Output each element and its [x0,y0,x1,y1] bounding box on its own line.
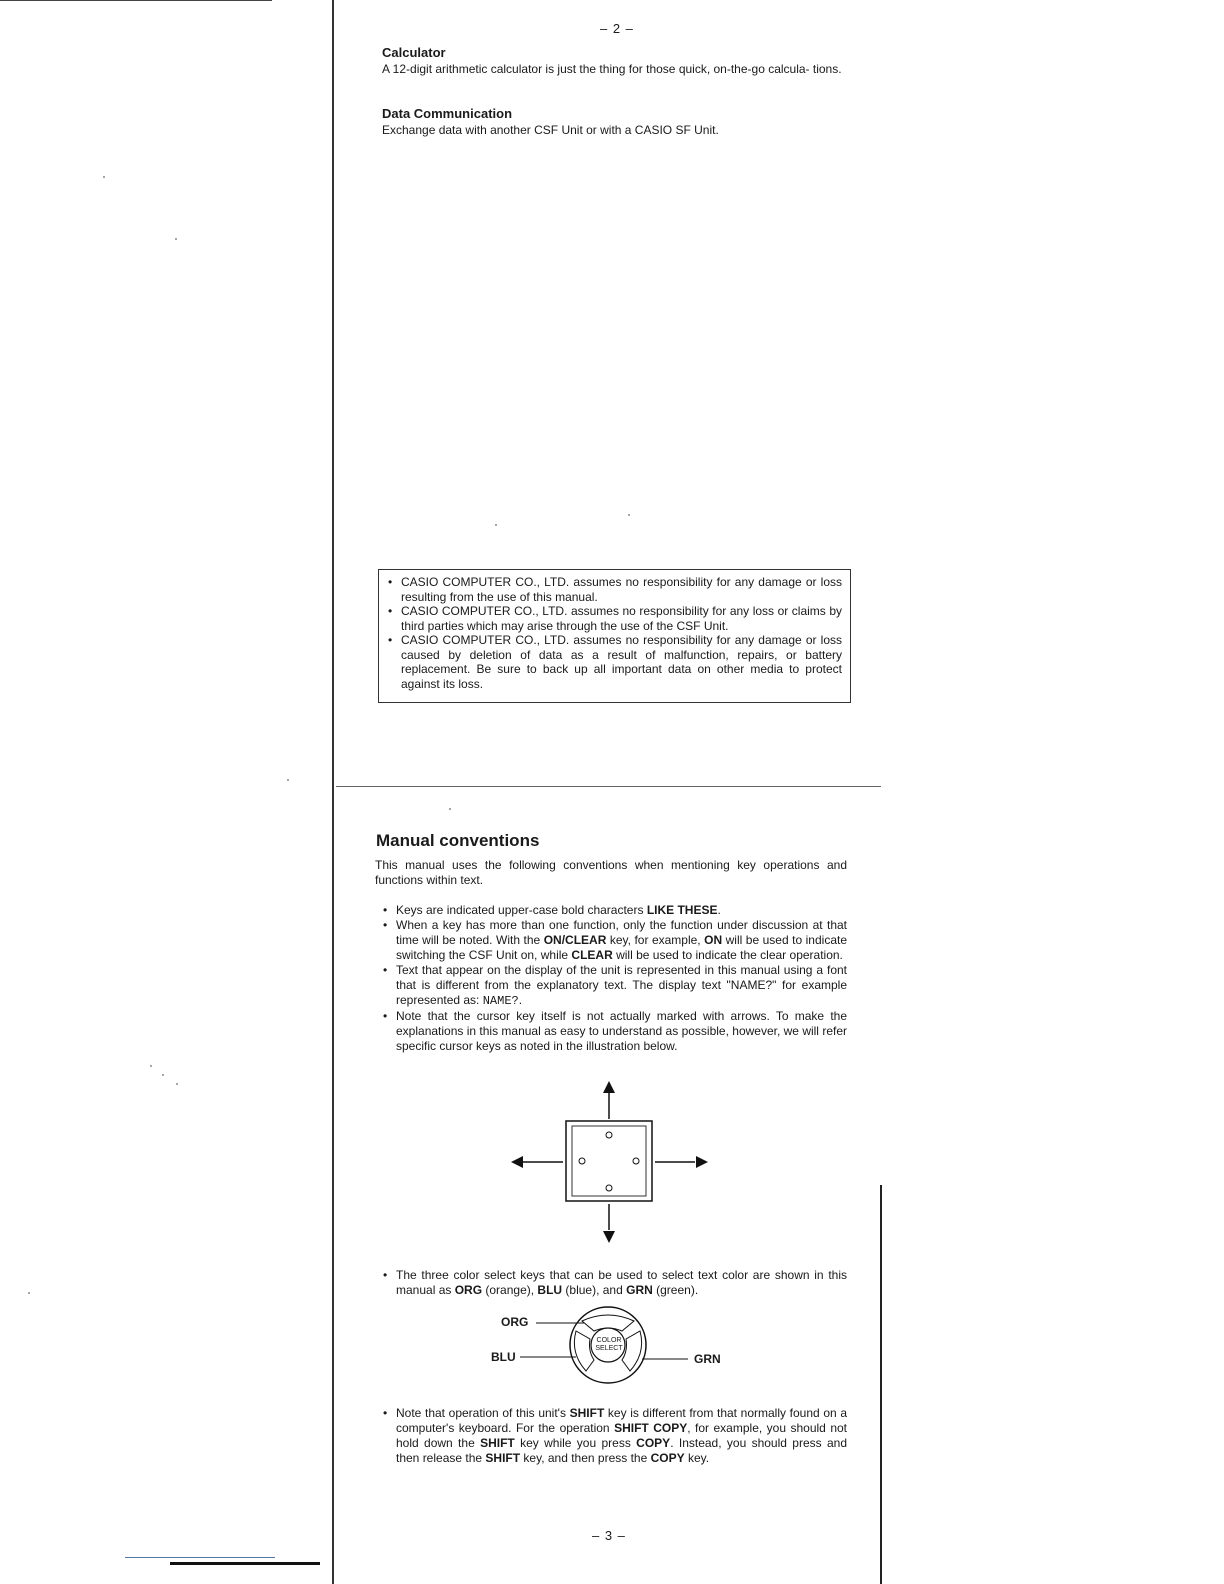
arrow-down-icon [603,1231,615,1243]
key-grn: GRN [626,1283,653,1297]
arrow-up-icon [603,1081,615,1093]
disclaimer-item: • CASIO COMPUTER CO., LTD. assumes no responsibility for any damage or loss caused by deletion of data as a result of malfunction, repairs, or battery replacement. Be sure to back up all important data on other media to protect against its loss. [385,633,842,691]
key-example: LIKE THESE [646,903,718,917]
top-edge-line [0,0,272,1]
display-text-example: NAME? [482,994,519,1008]
bottom-edge-line-dark [170,1562,320,1565]
text: Note that operation of this unit's [396,1406,570,1420]
convention-item-display [380,963,847,1009]
scan-speck [449,808,451,810]
scan-speck [28,1292,30,1294]
blu-label: BLU [491,1350,516,1364]
key-on: ON [704,933,723,947]
convention-item-shift [380,1406,847,1466]
text: When a key has more than one function, only the function under discussion at that time will be noted. With the [396,918,847,947]
text: key is different from that normally found on a computer's keyboard. For the operation [396,1406,847,1435]
org-label: ORG [501,1315,529,1329]
key-blu: BLU [537,1283,563,1297]
convention-item-keys [380,903,847,918]
convention-item-color [380,1268,847,1298]
disclaimer-box [378,569,851,703]
page-number-top: – 2 – [600,21,634,36]
grn-label: GRN [694,1352,721,1366]
cursor-dot-right [633,1158,639,1164]
scan-speck [176,1083,178,1085]
page-fold-line [336,786,881,787]
scan-speck [628,514,630,516]
key-shift: SHIFT [480,1436,515,1450]
convention-item-cursor: • Note that the cursor key itself is not actually marked with arrows. To make the explanations in this manual as easy to understand as possible, however, we will refer specific cursor keys as noted in the illustration below. [380,1009,847,1054]
conventions-list [380,903,847,1054]
scan-speck [103,176,105,178]
key-shift: SHIFT [485,1451,521,1465]
scan-speck [150,1065,152,1067]
cursor-key-diagram [505,1075,715,1250]
intro-text: This manual uses the following conventions when mentioning key operations and functions within text. [375,858,847,887]
text: Keys are indicated upper-case bold characters [396,903,647,917]
center-label-line2: SELECT [595,1345,623,1352]
binding-line-left [332,0,334,1584]
key-copy: COPY [636,1436,671,1450]
text: key, for example, [606,933,705,947]
text: Text that appear on the display of the unit is represented in this manual using a font that is different from the explanatory text. The display text "NAME?" for example represented as: [396,963,847,1007]
scan-speck [495,524,497,526]
conventions-list-shift [380,1406,847,1466]
text: The three color select keys that can be used to select text color are shown in this manual as [396,1268,847,1297]
text: key, and then press the [520,1451,651,1465]
data-communication-heading: Data Communication [382,106,513,121]
key-onclear: ON/CLEAR [543,933,607,947]
calculator-heading: Calculator [382,45,446,60]
center-label-line1: COLOR [596,1337,622,1344]
page-number-bottom: – 3 – [592,1528,626,1543]
conventions-intro [375,858,847,888]
cursor-dot-up [606,1132,612,1138]
disclaimer-item: • CASIO COMPUTER CO., LTD. assumes no responsibility for any damage or loss resulting from the use of this manual. [385,575,842,604]
arrow-left-icon [511,1156,523,1168]
key-copy: COPY [650,1451,685,1465]
text: (orange), [482,1283,538,1297]
color-select-center-label [588,1337,630,1353]
cursor-dot-down [606,1185,612,1191]
text: . [518,993,523,1007]
key-shift-copy: SHIFT COPY [614,1421,688,1435]
scan-speck [175,238,177,240]
key-clear: CLEAR [571,948,613,962]
calculator-text: A 12-digit arithmetic calculator is just the thing for those quick, on-the-go calcula- tions. [382,62,842,76]
disclaimer-item: • CASIO COMPUTER CO., LTD. assumes no responsibility for any loss or claims by third parties which may arise through the use of the CSF Unit. [385,604,842,633]
bottom-edge-line [125,1557,275,1558]
scan-speck [287,779,289,781]
key-org: ORG [454,1283,483,1297]
cursor-dot-left [579,1158,585,1164]
convention-item-functions [380,918,847,963]
text: , for example, you should not hold down the [396,1421,847,1450]
scan-speck [162,1074,164,1076]
text: key. [684,1451,710,1465]
arrow-right-icon [696,1156,708,1168]
text: key while you press [514,1436,637,1450]
right-edge-line [880,1185,882,1584]
text: (green). [652,1283,699,1297]
conventions-list-color [380,1268,847,1298]
text: . Instead, you should press and then release the [396,1436,847,1465]
text: (blue), and [562,1283,627,1297]
text: will be used to indicate switching the CSF Unit on, while [396,933,847,962]
data-communication-text: Exchange data with another CSF Unit or with a CASIO SF Unit. [382,123,719,137]
manual-conventions-heading: Manual conventions [376,831,540,850]
text: will be used to indicate the clear operation. [612,948,843,962]
key-shift: SHIFT [569,1406,605,1420]
text: . [717,903,721,917]
